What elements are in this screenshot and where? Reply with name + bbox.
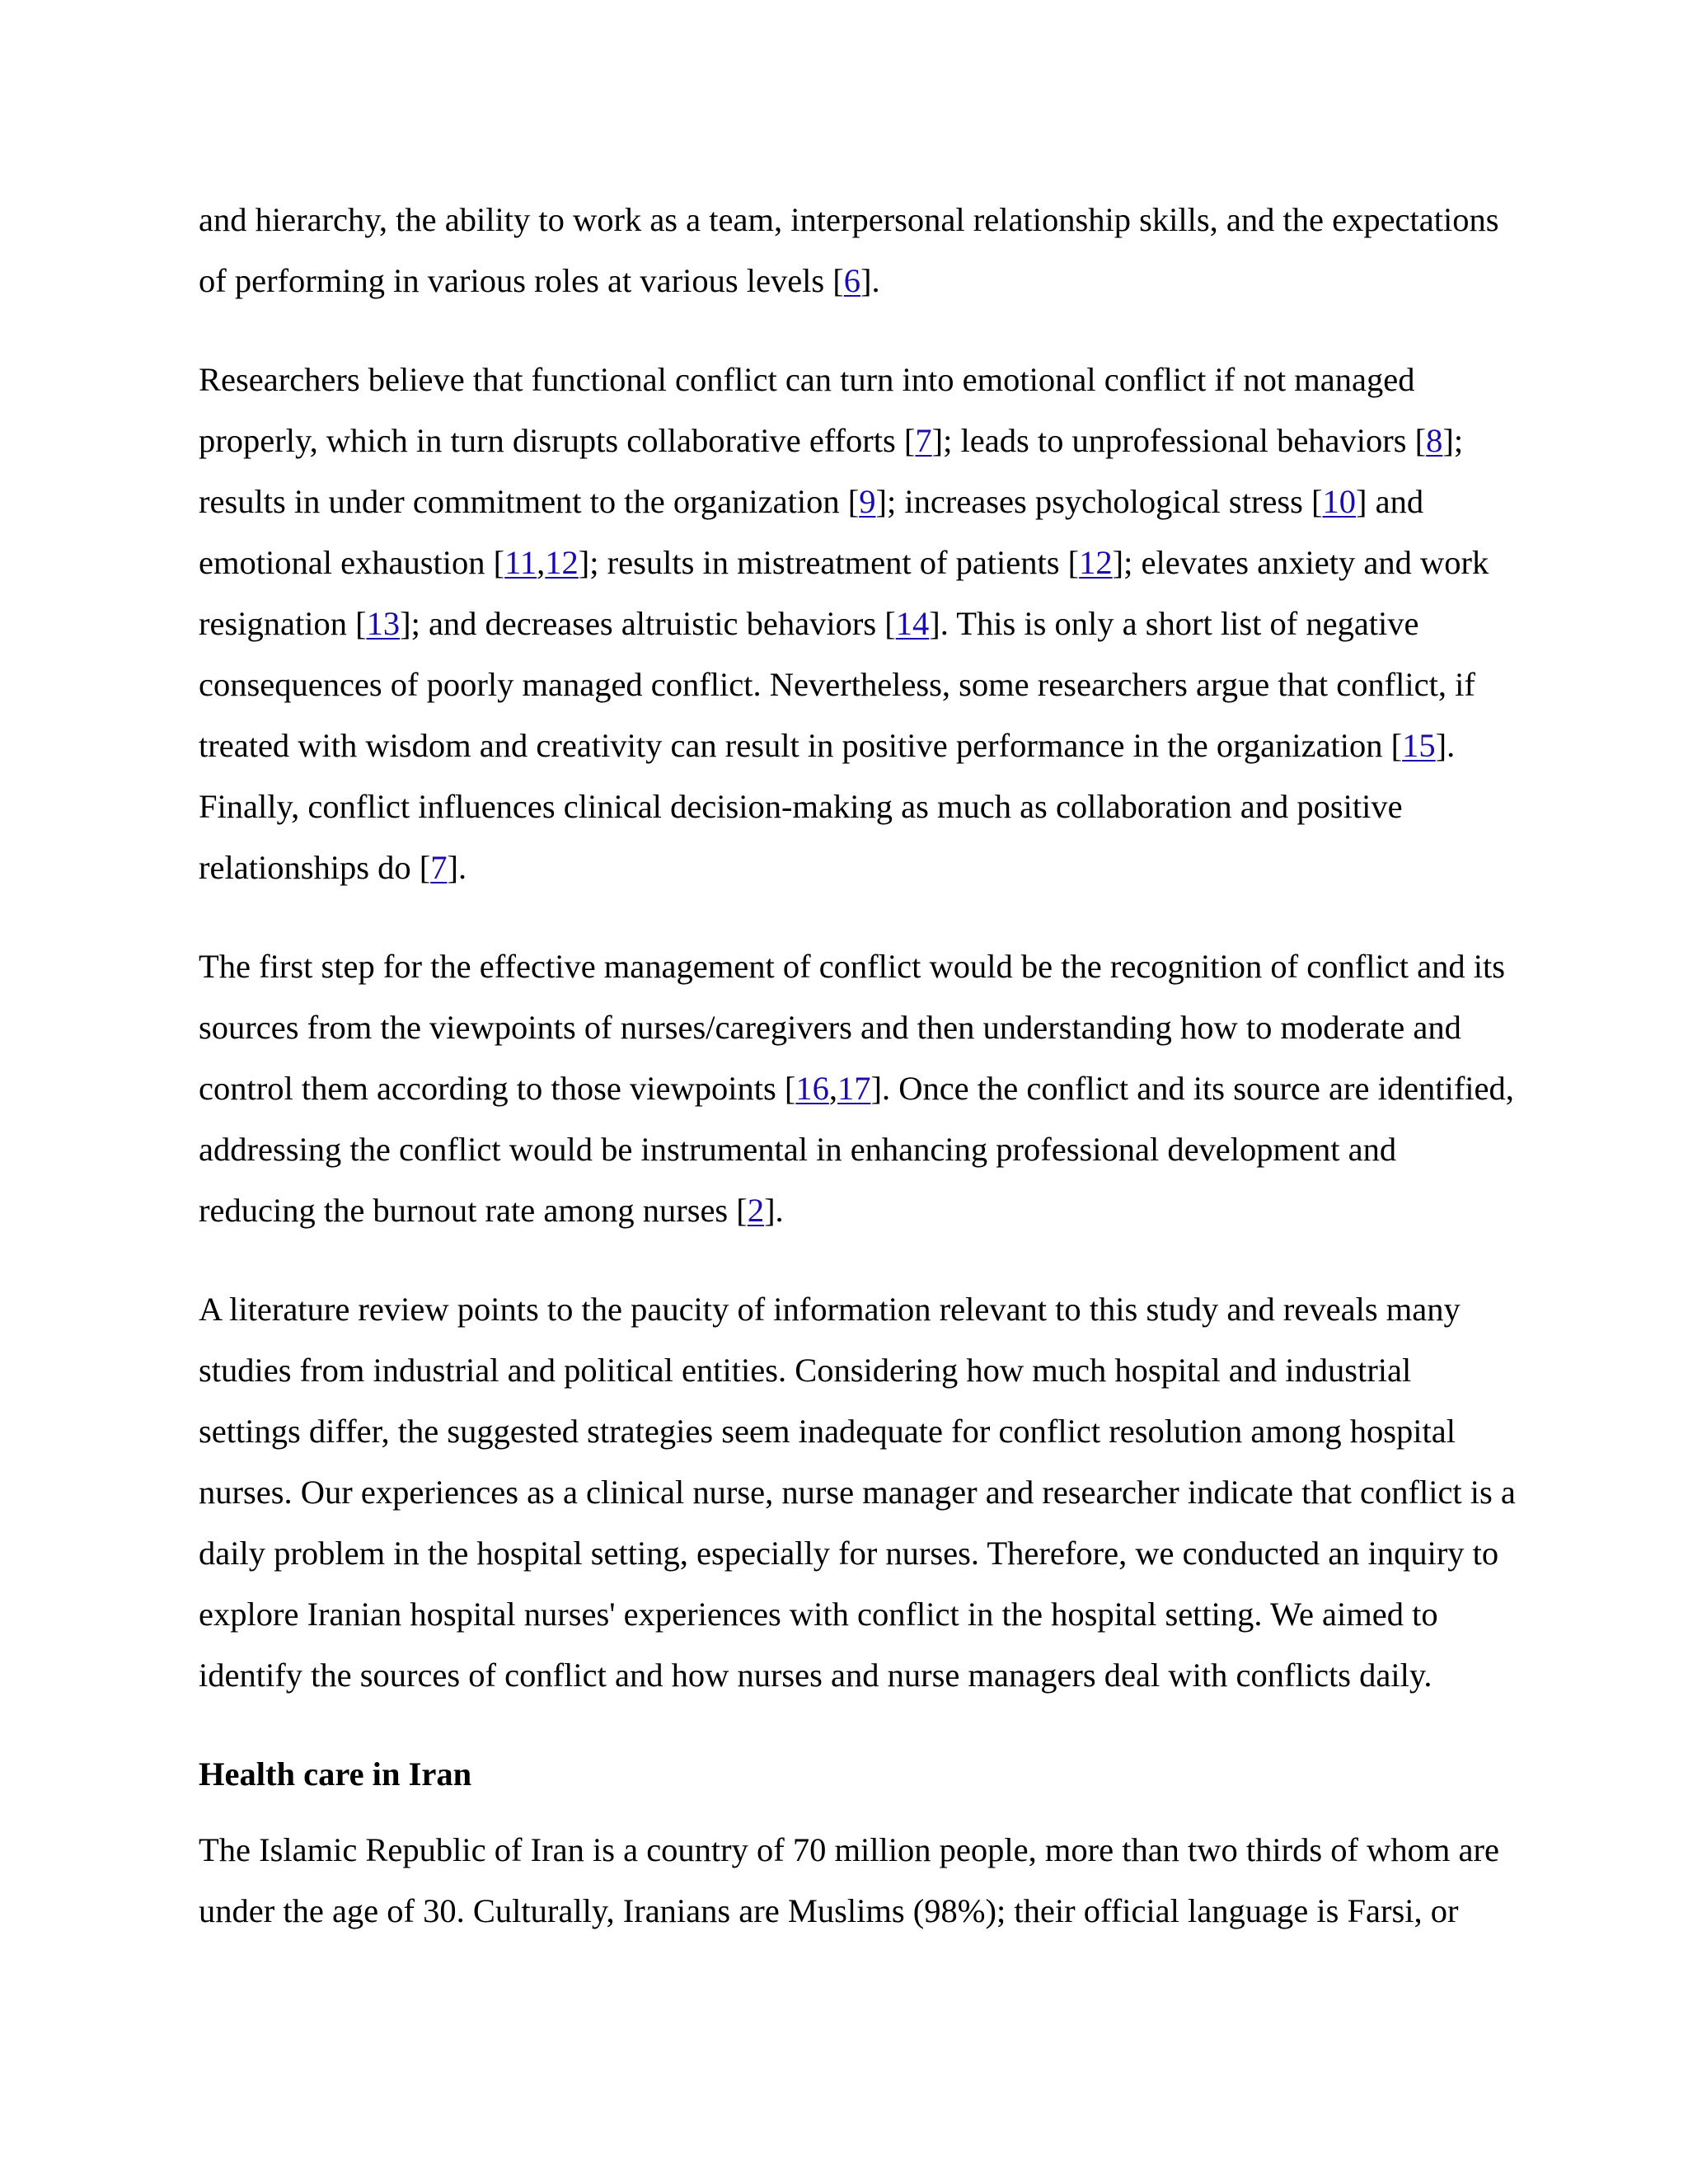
paragraph-literature-review: A literature review points to the paucity of information relevant to this study and reveals many studies from industrial and political entities. Considering how much hospital and industrial settings differ, the suggested strategies seem inadequate for conflict resolution among hospital nurses. Our experiences as a clinical nurse, nurse manager and researcher indicate that conflict is a daily problem in the hospital setting, especially for nurses. Therefore, we conducted an inquiry to explore Iranian hospital nurses' experiences with conflict in the hospital setting. We aimed to identify the sources of conflict and how nurses and nurse managers deal with conflicts daily. [199, 1291, 1516, 1694]
citation-link-2[interactable]: 2 [747, 1192, 765, 1229]
citation-link-12[interactable]: 12 [1079, 544, 1113, 581]
citation-link-17[interactable]: 17 [837, 1070, 871, 1107]
citation-link-10[interactable]: 10 [1322, 483, 1357, 520]
citation-link-16[interactable]: 16 [795, 1070, 829, 1107]
paragraph-conflict-management: The first step for the effective management of conflict would be the recognition of conflict and its sources from the viewpoints of nurses/caregivers and then understanding how to moderate and control them according to those viewpoints [16,17]. Once the conflict and its source are identified, addressing the conflict would be instrumental in enhancing professional development and reducing the burnout rate among nurses [2]. [199, 948, 1514, 1229]
citation-link-12[interactable]: 12 [545, 544, 579, 581]
paragraph-conflict-consequences: Researchers believe that functional conflict can turn into emotional conflict if not managed properly, which in turn disrupts collaborative efforts [7]; leads to unprofessional behaviors [8]; results in under commitment to the organization [9]; increases psychological stress [10] and emotional exhaustion [11,12]; results in mistreatment of patients [12]; elevates anxiety and work resignation [13]; and decreases altruistic behaviors [14]. This is only a short list of negative consequences of poorly managed conflict. Nevertheless, some researchers argue that conflict, if treated with wisdom and creativity can result in positive performance in the organization [15]. Finally, conflict influences clinical decision-making as much as collaboration and positive relationships do [7]. [199, 361, 1489, 886]
citation-link-15[interactable]: 15 [1402, 727, 1436, 764]
paragraph-hierarchy-teamwork: and hierarchy, the ability to work as a team, interpersonal relationship skills, and the expectations of performing in various roles at various levels [6]. [199, 201, 1499, 299]
citation-link-7[interactable]: 7 [915, 422, 932, 459]
citation-link-14[interactable]: 14 [895, 605, 930, 642]
citation-link-7[interactable]: 7 [430, 849, 448, 886]
section-heading: Health care in Iran [199, 1755, 472, 1793]
citation-link-6[interactable]: 6 [843, 262, 861, 299]
citation-link-9[interactable]: 9 [859, 483, 876, 520]
citation-link-13[interactable]: 13 [366, 605, 401, 642]
article-body [199, 190, 1517, 1980]
citation-link-8[interactable]: 8 [1426, 422, 1443, 459]
paragraph-iran-overview: The Islamic Republic of Iran is a country of 70 million people, more than two thirds of whom are under the age of 30. Culturally, Iranians are Muslims (98%); their official language is Farsi, or [199, 1831, 1499, 1929]
citation-link-11[interactable]: 11 [504, 544, 537, 581]
